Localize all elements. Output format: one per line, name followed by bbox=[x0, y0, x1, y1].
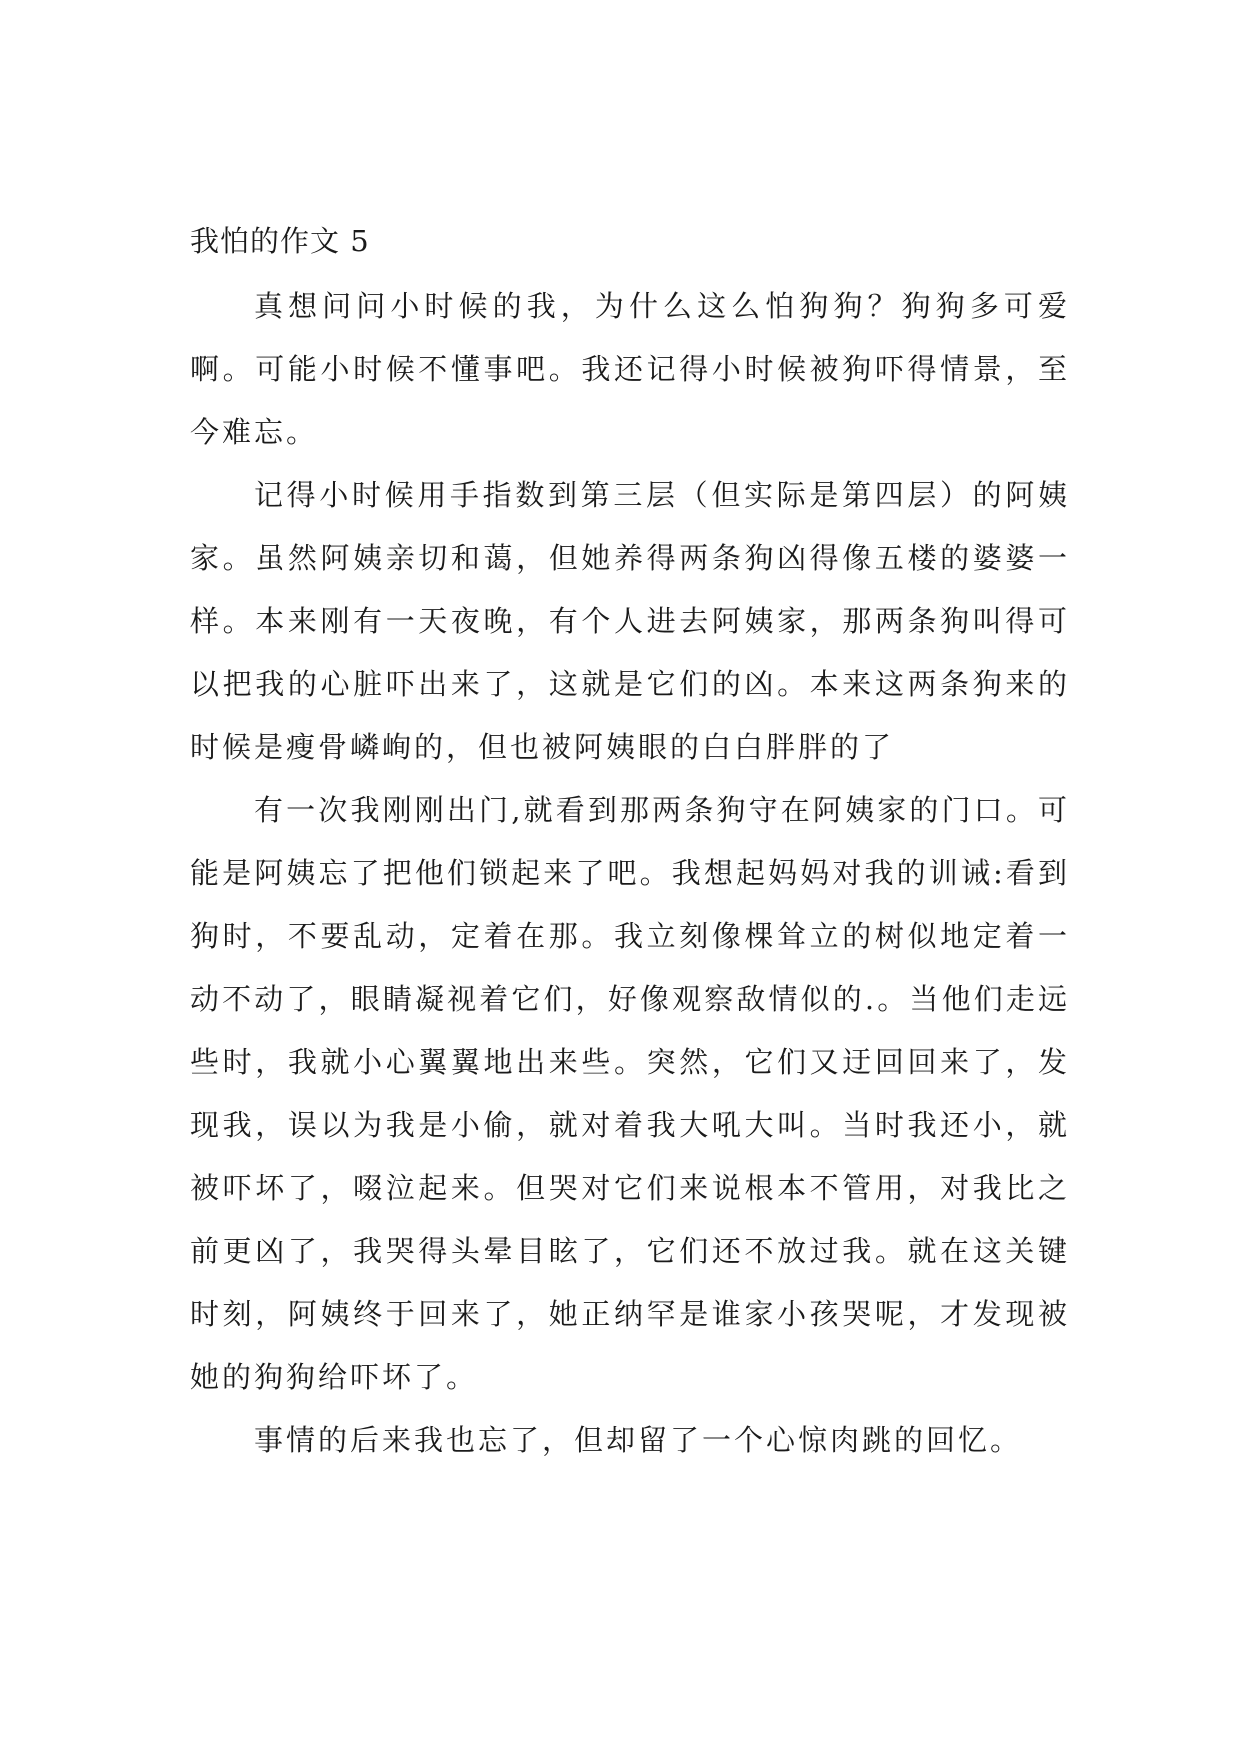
document-title: 我怕的作文 5 bbox=[190, 224, 370, 258]
paragraph-1: 真想问问小时候的我，为什么这么怕狗狗？狗狗多可爱啊。可能小时候不懂事吧。我还记得小时候被狗吓得情景，至今难忘。 bbox=[190, 289, 1070, 449]
paragraph-4: 事情的后来我也忘了，但却留了一个心惊肉跳的回忆。 bbox=[254, 1423, 1023, 1457]
document-page bbox=[190, 221, 1070, 1472]
paragraph-2: 记得小时候用手指数到第三层（但实际是第四层）的阿姨家。虽然阿姨亲切和蔼，但她养得两条狗凶得像五楼的婆婆一样。本来刚有一天夜晚，有个人进去阿姨家，那两条狗叫得可以把我的心脏吓出来了，这就是它们的凶。本来这两条狗来的时候是瘦骨嶙峋的，但也被阿姨眼的白白胖胖的了 bbox=[190, 478, 1070, 764]
paragraph-3: 有一次我刚刚出门,就看到那两条狗守在阿姨家的门口。可能是阿姨忘了把他们锁起来了吧。我想起妈妈对我的训诫:看到狗时，不要乱动，定着在那。我立刻像棵耸立的树似地定着一动不动了，眼睛凝视着它们，好像观察敌情似的.。当他们走远些时，我就小心翼翼地出来些。突然，它们又迂回回来了，发现我，误以为我是小偷，就对着我大吼大叫。当时我还小，就被吓坏了，啜泣起来。但哭对它们来说根本不管用，对我比之前更凶了，我哭得头晕目眩了，它们还不放过我。就在这关键时刻，阿姨终于回来了，她正纳罕是谁家小孩哭呢，才发现被她的狗狗给吓坏了。 bbox=[190, 793, 1070, 1394]
